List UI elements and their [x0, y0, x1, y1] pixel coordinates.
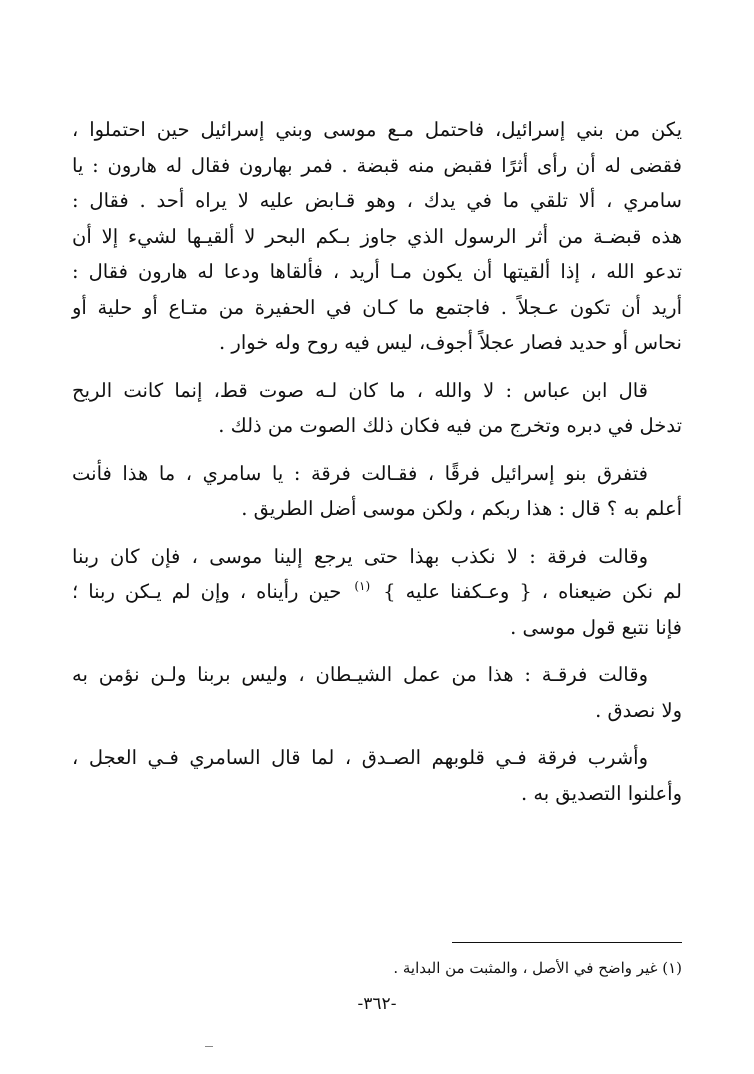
text-line: سامري ، ألا تلقي ما في يدك ، وهو قـابض عليه لا يراه أحد . فقال :: [72, 189, 682, 212]
ref-text-before: لم نكن ضيعناه ، { وعـكفنا عليه }: [383, 580, 682, 603]
text-line: فتفرق بنو إسرائيل فرقًا ، فقـالت فرقة : يا سامري ، ما هذا فأنت: [72, 461, 648, 485]
text-line: يكن من بني إسرائيل، فاحتمل مـع موسى وبني إسرائيل حين احتملوا ،: [72, 118, 682, 141]
text-line: فإنا نتبع قول موسى .: [510, 615, 682, 639]
paragraph-5: [72, 657, 682, 728]
text-line: فقضى له أن رأى أثرًا فقبض منه قبضة . فمر بهارون فقال له هارون : يا: [72, 153, 682, 177]
text-line: ولا نصدق .: [595, 698, 682, 722]
paragraph-2: [72, 373, 682, 444]
text-line: هذه قبضـة من أثر الرسول الذي جاوز بـكم البحر لا ألقيـها لشيء إلا أن: [72, 224, 682, 248]
ref-text-after: حين رأيناه ، وإن لم يـكن ربنا ؛: [72, 580, 342, 603]
text-line: قال ابن عباس : لا والله ، ما كان لـه صوت قط، إنما كانت الريح: [72, 378, 648, 402]
text-line: تدعو الله ، إذا ألقيتها أن يكون مـا أريد ، فألقاها ودعا له هارون فقال :: [72, 260, 682, 283]
footnote-marker: (١): [354, 579, 371, 593]
text-line: نحاس أو حديد فصار عجلاً أجوف، ليس فيه روح وله خوار .: [219, 331, 682, 354]
text-line-with-footnote-ref: [72, 574, 682, 610]
paragraph-1: [72, 112, 682, 361]
text-line: وقالت فرقـة : هذا من عمل الشيـطان ، وليس بربنا ولـن نؤمن به: [72, 663, 648, 686]
text-line: وأشرب فرقة فـي قلوبهم الصـدق ، لما قال السامري فـي العجل ،: [72, 746, 648, 769]
paragraph-4: [72, 539, 682, 646]
text-line: أعلم به ؟ قال : هذا ربكم ، ولكن موسى أضل الطريق .: [241, 497, 682, 520]
footnote-rule: [452, 942, 682, 943]
page-body: [72, 112, 682, 823]
text-line: وقالت فرقة : لا نكذب بهذا حتى يرجع إلينا موسى ، فإن كان ربنا: [72, 544, 648, 568]
footnote: (١) غير واضح في الأصل ، والمثبت من البداية .: [393, 959, 682, 977]
text-line: تدخل في دبره وتخرج من فيه فكان ذلك الصوت من ذلك .: [218, 414, 682, 437]
text-line: أريد أن تكون عـجلاً . فاجتمع ما كـان في الحفيرة من متـاع أو حلية أو: [72, 295, 682, 319]
scan-speck: [205, 1046, 213, 1047]
paragraph-6: [72, 740, 682, 811]
paragraph-3: [72, 456, 682, 527]
page-number: -٣٦٢-: [357, 994, 397, 1014]
text-line: وأعلنوا التصديق به .: [520, 781, 682, 805]
